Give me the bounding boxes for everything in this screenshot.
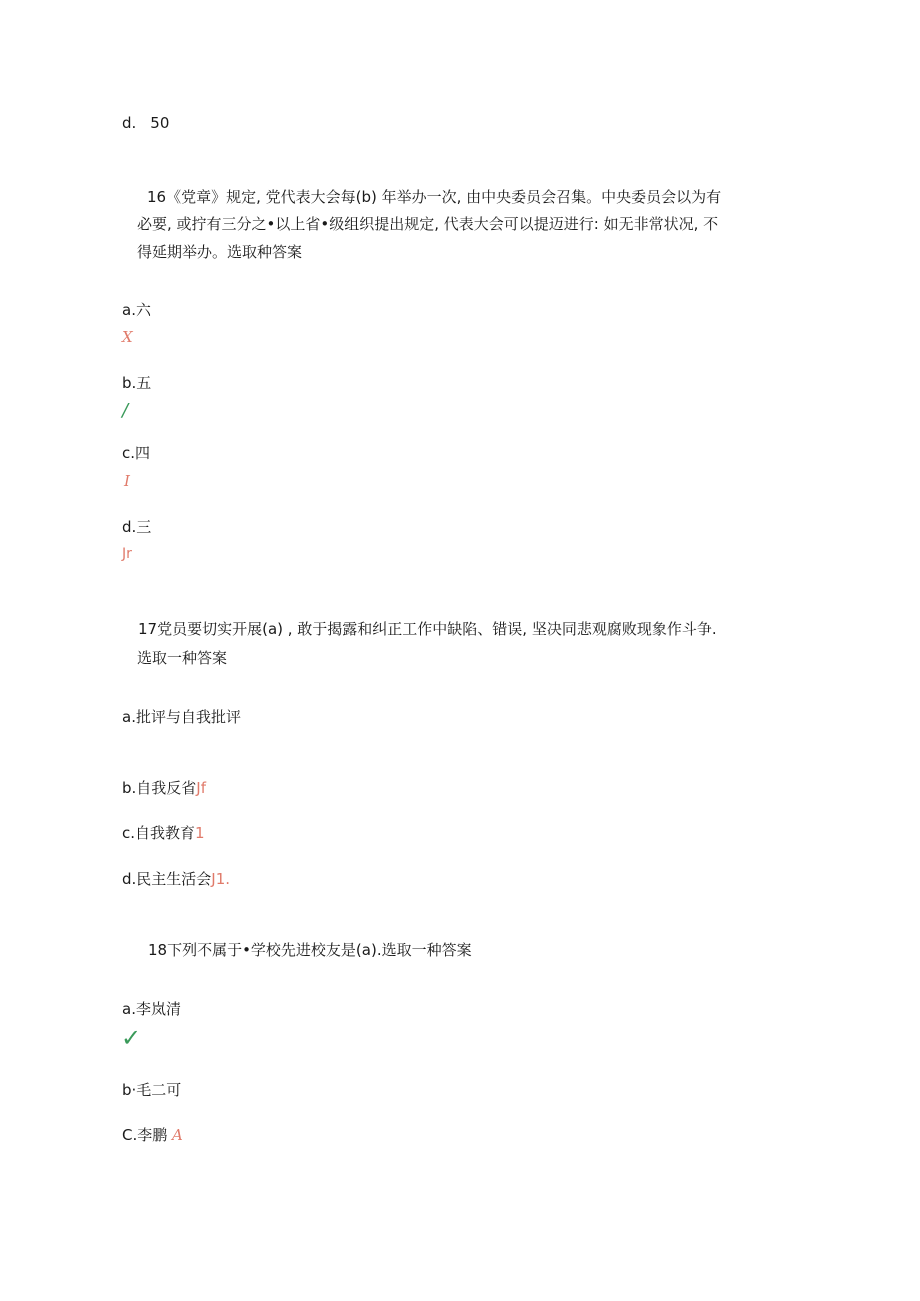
- option-label: c.自我教育: [122, 824, 196, 842]
- q18-line-1: 18下列不属于•学校先进校友是(a).选取一种答案: [148, 941, 472, 959]
- option-value: 50: [150, 114, 170, 132]
- wrong-mark-icon: X: [122, 328, 133, 346]
- wrong-mark-icon: Jf: [196, 779, 207, 797]
- option-label: a.批评与自我批评: [122, 708, 241, 726]
- q17-option-d[interactable]: [122, 869, 230, 889]
- q17-line-1: 17党员要切实开展(a) , 敢于揭露和纠正工作中缺陷、错误, 坚决同悲观腐败现象作斗争.: [138, 620, 717, 638]
- q16-line-2: 必要, 或拧有三分之•以上省•级组织提出规定, 代表大会可以提迈进行: 如无非常状况, 不: [137, 215, 719, 233]
- q18-option-a[interactable]: a.李岚清: [122, 1000, 181, 1018]
- wrong-mark-icon: Jr: [122, 546, 132, 562]
- q16-line-1: 16《党章》规定, 党代表大会每(b) 年举办一次, 由中央委员会召集。中央委员会以为有: [147, 188, 722, 206]
- option-label: d.民主生活会: [122, 870, 212, 888]
- wrong-mark-icon: 1: [195, 824, 205, 842]
- q18-option-c[interactable]: [122, 1125, 183, 1145]
- q16-option-b[interactable]: b.五: [122, 374, 152, 392]
- q17-line-2: 选取一种答案: [137, 649, 228, 667]
- q16-line-3: 得延期举办。选取种答案: [137, 243, 303, 261]
- q17-option-a[interactable]: [122, 707, 241, 727]
- q16-option-d[interactable]: d.三: [122, 518, 152, 536]
- option-label: C.李鹏: [122, 1126, 168, 1144]
- option-letter: d.: [122, 114, 137, 132]
- wrong-mark-icon: A: [172, 1126, 183, 1144]
- option-label: b.自我反省: [122, 779, 197, 797]
- q16-option-a[interactable]: a.六: [122, 301, 151, 319]
- q17-option-c[interactable]: [122, 823, 205, 843]
- option-d-prev: [122, 113, 169, 133]
- q17-option-b[interactable]: [122, 778, 206, 798]
- wrong-mark-icon: I: [124, 472, 130, 490]
- wrong-mark-icon: J1.: [211, 870, 231, 888]
- correct-mark-icon: /: [122, 400, 129, 421]
- check-mark-icon: ✓: [121, 1024, 142, 1052]
- q18-option-b[interactable]: b·毛二可: [122, 1081, 182, 1099]
- q16-option-c[interactable]: c.四: [122, 444, 151, 462]
